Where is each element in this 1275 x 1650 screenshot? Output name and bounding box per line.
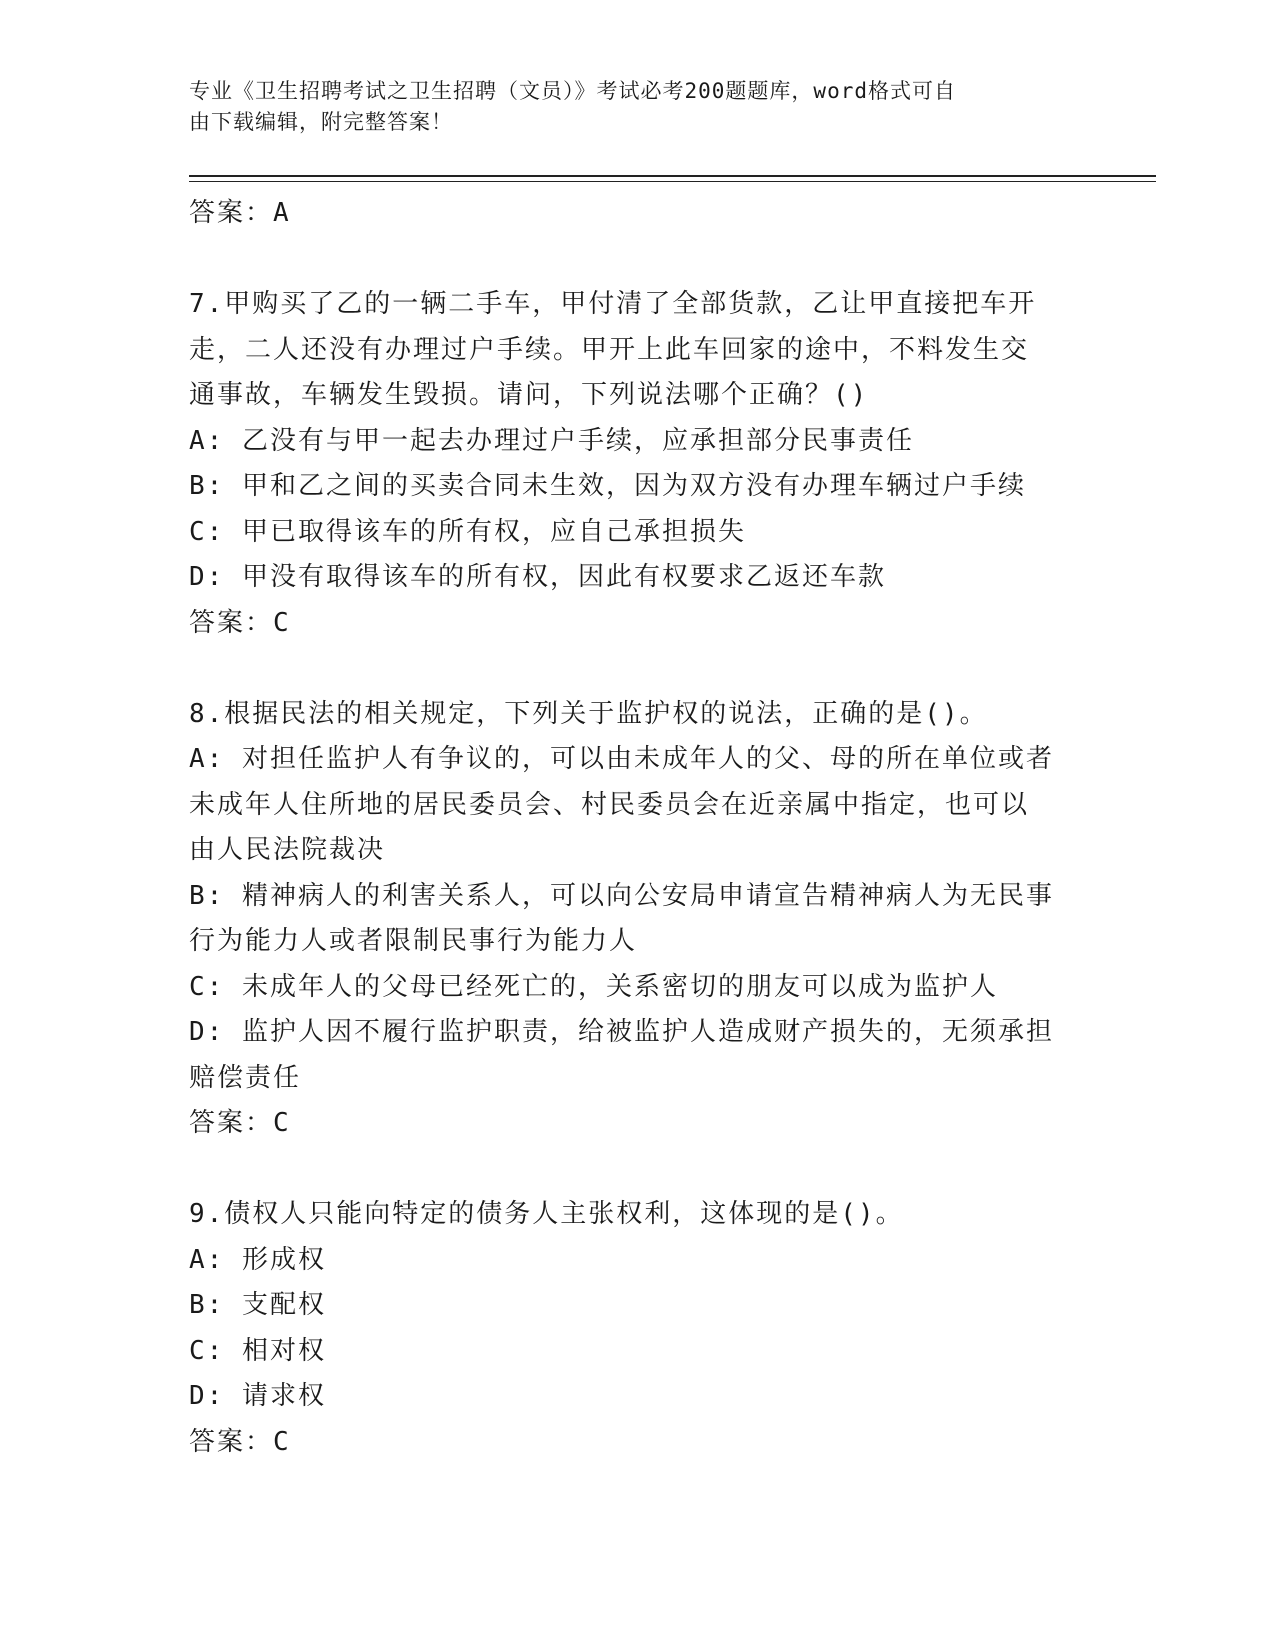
option-c: C: 甲已取得该车的所有权，应自己承担损失	[189, 516, 746, 547]
spacer	[189, 646, 1089, 692]
option-b-continued: 行为能力人或者限制民事行为能力人	[189, 926, 638, 956]
question-7	[189, 282, 1089, 646]
answer: 答案：C	[189, 1108, 291, 1138]
previous-answer: 答案：A	[189, 198, 291, 228]
option-b: B: 精神病人的利害关系人，可以向公安局申请宣告精神病人为无民事	[189, 880, 1054, 911]
option-c: C: 相对权	[189, 1335, 326, 1366]
header-line-2: 由下载编辑，附完整答案！	[189, 110, 453, 134]
option-d: D: 甲没有取得该车的所有权，因此有权要求乙返还车款	[189, 562, 886, 592]
question-stem-line: 走，二人还没有办理过户手续。甲开上此车回家的途中，不料发生交	[189, 334, 1030, 365]
header-divider-thin	[189, 181, 1156, 182]
option-d-continued: 赔偿责任	[189, 1062, 302, 1093]
question-stem-line: 9.债权人只能向特定的债务人主张权利，这体现的是()。	[189, 1199, 904, 1229]
option-d: D: 监护人因不履行监护职责，给被监护人造成财产损失的，无须承担	[189, 1017, 1054, 1047]
option-b: B: 支配权	[189, 1290, 326, 1320]
question-stem-line: 通事故，车辆发生毁损。请问，下列说法哪个正确？()	[189, 380, 869, 410]
answer: 答案：C	[189, 607, 291, 638]
question-8	[189, 692, 1089, 1147]
option-b: B: 甲和乙之间的买卖合同未生效，因为双方没有办理车辆过户手续	[189, 471, 1026, 501]
answer: 答案：C	[189, 1426, 291, 1457]
question-stem-line: 8.根据民法的相关规定，下列关于监护权的说法，正确的是()。	[189, 698, 988, 729]
document-header	[189, 76, 1089, 138]
option-d: D: 请求权	[189, 1381, 326, 1411]
option-c: C: 未成年人的父母已经死亡的，关系密切的朋友可以成为监护人	[189, 971, 998, 1002]
option-a-continued: 由人民法院裁决	[189, 835, 386, 865]
question-stem-line: 7.甲购买了乙的一辆二手车，甲付清了全部货款，乙让甲直接把车开	[189, 289, 1037, 319]
spacer	[189, 237, 1089, 283]
option-a-continued: 未成年人住所地的居民委员会、村民委员会在近亲属中指定，也可以	[189, 789, 1030, 820]
header-divider-thick	[189, 175, 1156, 177]
spacer	[189, 1147, 1089, 1193]
question-9	[189, 1192, 1089, 1465]
option-a: A: 形成权	[189, 1244, 326, 1275]
option-a: A: 乙没有与甲一起去办理过户手续，应承担部分民事责任	[189, 425, 914, 456]
header-line-1: 专业《卫生招聘考试之卫生招聘（文员）》考试必考200题题库，word格式可自	[189, 79, 956, 103]
option-a: A: 对担任监护人有争议的，可以由未成年人的父、母的所在单位或者	[189, 744, 1054, 774]
document-body	[189, 191, 1089, 1465]
